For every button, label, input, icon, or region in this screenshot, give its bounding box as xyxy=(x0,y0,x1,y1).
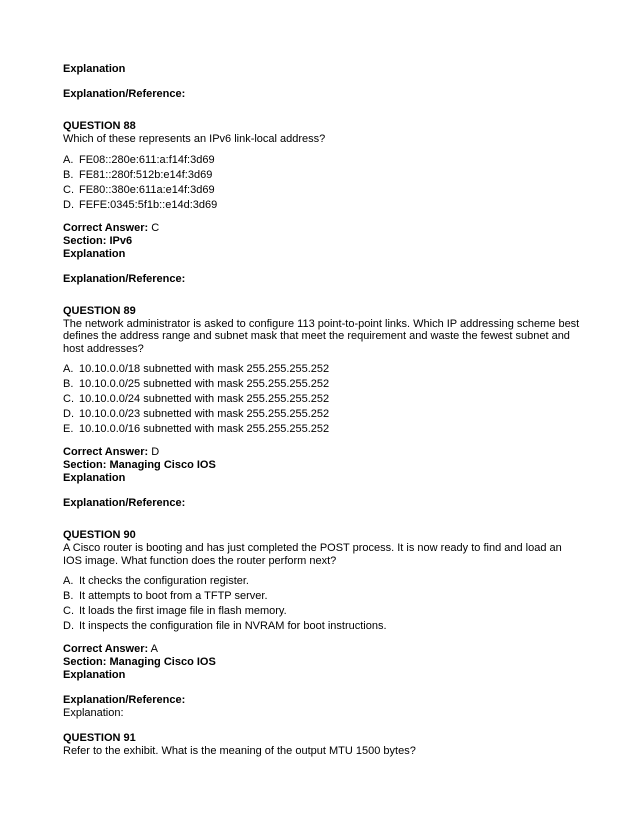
section-label: Section: Managing Cisco IOS xyxy=(63,656,216,668)
explanation-reference-heading: Explanation/Reference: xyxy=(63,88,186,100)
option-b xyxy=(63,168,583,183)
option-letter: D. xyxy=(63,198,74,211)
option-text: It loads the first image file in flash memory. xyxy=(79,605,287,617)
option-letter: D. xyxy=(63,620,74,632)
question-90 xyxy=(63,529,583,720)
options-list xyxy=(63,362,583,437)
option-text: FE80::380e:611a:e14f:3d69 xyxy=(79,183,215,196)
correct-answer-label: Correct Answer: xyxy=(63,221,149,234)
correct-answer-value: A xyxy=(150,643,158,655)
option-text: 10.10.0.0/16 subnetted with mask 255.255.255.252 xyxy=(79,423,330,435)
question-title: QUESTION 91 xyxy=(63,732,136,744)
explanation-heading: Explanation xyxy=(63,247,126,260)
explanation-text: Explanation: xyxy=(63,707,124,719)
option-letter: E. xyxy=(63,423,74,435)
question-title: QUESTION 89 xyxy=(63,304,136,317)
option-letter: A. xyxy=(63,363,74,375)
question-title: QUESTION 90 xyxy=(63,529,136,541)
option-letter: A. xyxy=(63,575,74,587)
option-text: FE08::280e:611:a:f14f:3d69 xyxy=(79,153,215,166)
question-text: Refer to the exhibit. What is the meaning of the output MTU 1500 bytes? xyxy=(63,745,416,757)
options-list xyxy=(63,574,583,634)
option-text: It inspects the configuration file in NVRAM for boot instructions. xyxy=(79,620,387,632)
option-c xyxy=(63,604,583,619)
option-text: 10.10.0.0/23 subnetted with mask 255.255.255.252 xyxy=(79,408,330,420)
option-d xyxy=(63,619,583,634)
question-title: QUESTION 88 xyxy=(63,120,136,132)
explanation-heading: Explanation xyxy=(63,669,126,681)
explanation-heading: Explanation xyxy=(63,472,126,484)
explanation-heading: Explanation xyxy=(63,63,126,75)
question-89 xyxy=(63,305,583,511)
question-text: Which of these represents an IPv6 link-local address? xyxy=(63,133,326,145)
question-text: A Cisco router is booting and has just completed the POST process. It is now ready to find and load an IOS image. What function does the router perform next? xyxy=(63,542,562,567)
correct-answer-value: D xyxy=(151,446,160,458)
option-text: 10.10.0.0/25 subnetted with mask 255.255.255.252 xyxy=(79,378,330,390)
option-b xyxy=(63,589,583,604)
option-a xyxy=(63,362,583,377)
section-label: Section: IPv6 xyxy=(63,234,133,247)
option-text: FEFE:0345:5f1b::e14d:3d69 xyxy=(79,198,218,211)
section-label: Section: Managing Cisco IOS xyxy=(63,459,216,471)
option-letter: A. xyxy=(63,153,74,166)
option-letter: D. xyxy=(63,408,74,420)
option-letter: B. xyxy=(63,590,74,602)
option-c xyxy=(63,392,583,407)
option-d xyxy=(63,198,583,213)
option-d xyxy=(63,407,583,422)
option-letter: C. xyxy=(63,183,74,196)
option-text: 10.10.0.0/18 subnetted with mask 255.255.255.252 xyxy=(79,363,330,375)
explanation-reference-heading: Explanation/Reference: xyxy=(63,694,186,706)
option-e xyxy=(63,422,583,437)
correct-answer xyxy=(63,222,583,235)
option-text: 10.10.0.0/24 subnetted with mask 255.255.255.252 xyxy=(79,393,330,405)
option-a xyxy=(63,153,583,168)
option-b xyxy=(63,377,583,392)
option-letter: C. xyxy=(63,393,74,405)
correct-answer xyxy=(63,446,583,459)
option-text: It attempts to boot from a TFTP server. xyxy=(79,590,268,602)
question-91 xyxy=(63,732,583,758)
options-list xyxy=(63,153,583,213)
option-letter: B. xyxy=(63,168,74,181)
option-text: It checks the configuration register. xyxy=(79,575,249,587)
correct-answer-value: C xyxy=(151,221,160,234)
explanation-reference-heading: Explanation/Reference: xyxy=(63,272,186,285)
correct-answer xyxy=(63,643,583,656)
document-page xyxy=(63,63,583,758)
explanation-reference-heading: Explanation/Reference: xyxy=(63,497,186,509)
option-c xyxy=(63,183,583,198)
question-text: The network administrator is asked to configure 113 point-to-point links. Which IP addressing scheme best defines the address range and subnet mask that meet the requirement and waste the fewest subnet and host addresses? xyxy=(63,317,580,355)
option-letter: C. xyxy=(63,605,74,617)
option-letter: B. xyxy=(63,378,74,390)
question-88 xyxy=(63,120,583,286)
option-text: FE81::280f:512b:e14f:3d69 xyxy=(79,168,213,181)
correct-answer-label: Correct Answer: xyxy=(63,643,149,655)
option-a xyxy=(63,574,583,589)
correct-answer-label: Correct Answer: xyxy=(63,446,149,458)
